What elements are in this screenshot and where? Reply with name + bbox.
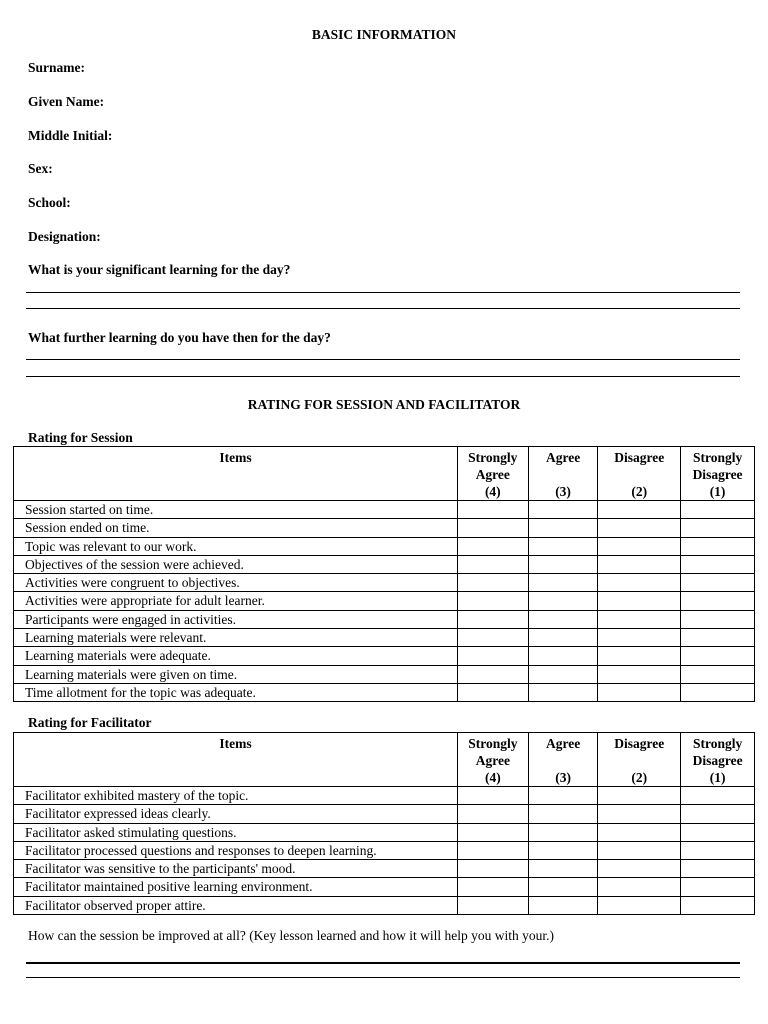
designation-label: Designation: [28, 229, 101, 244]
item-text: Topic was relevant to our work. [14, 537, 458, 555]
table-row [14, 860, 755, 878]
strongly-agree-cell[interactable] [457, 574, 528, 592]
table-header-row [14, 733, 755, 787]
agree-cell[interactable] [528, 823, 598, 841]
disagree-cell[interactable] [598, 860, 681, 878]
item-text: Session started on time. [14, 501, 458, 519]
strongly-disagree-cell[interactable] [681, 592, 755, 610]
item-text: Activities were congruent to objectives. [14, 574, 458, 592]
table-row [14, 805, 755, 823]
table-row [14, 537, 755, 555]
table-row [14, 665, 755, 683]
strongly-disagree-cell[interactable] [681, 665, 755, 683]
agree-cell[interactable] [528, 647, 598, 665]
sex-label: Sex: [28, 161, 53, 176]
session-rating-label: Rating for Session [28, 430, 133, 445]
significant-learning-question: What is your significant learning for the day? [28, 262, 291, 277]
item-text: Facilitator maintained positive learning environment. [14, 878, 458, 896]
strongly-disagree-cell[interactable] [681, 896, 755, 914]
agree-cell[interactable] [528, 805, 598, 823]
item-text: Facilitator asked stimulating questions. [14, 823, 458, 841]
strongly-agree-cell[interactable] [457, 878, 528, 896]
agree-cell[interactable] [528, 501, 598, 519]
strongly-disagree-cell[interactable] [681, 574, 755, 592]
item-text: Participants were engaged in activities. [14, 610, 458, 628]
strongly-disagree-cell[interactable] [681, 555, 755, 573]
table-row [14, 555, 755, 573]
strongly-disagree-cell[interactable] [681, 501, 755, 519]
table-row [14, 519, 755, 537]
disagree-cell[interactable] [598, 841, 681, 859]
agree-cell[interactable] [528, 537, 598, 555]
strongly-disagree-cell[interactable] [681, 878, 755, 896]
table-row [14, 683, 755, 701]
table-row [14, 501, 755, 519]
disagree-cell[interactable] [598, 805, 681, 823]
table-row [14, 896, 755, 914]
surname-label: Surname: [28, 60, 85, 75]
disagree-cell[interactable] [598, 787, 681, 805]
strongly-agree-cell[interactable] [457, 629, 528, 647]
disagree-cell[interactable] [598, 537, 681, 555]
further-learning-question: What further learning do you have then for the day? [28, 330, 331, 345]
strongly-agree-cell[interactable] [457, 501, 528, 519]
disagree-cell[interactable] [598, 501, 681, 519]
strongly-agree-cell[interactable] [457, 860, 528, 878]
facilitator-rating-label: Rating for Facilitator [28, 715, 152, 730]
disagree-cell[interactable] [598, 878, 681, 896]
disagree-cell[interactable] [598, 665, 681, 683]
agree-cell[interactable] [528, 860, 598, 878]
item-text: Facilitator processed questions and responses to deepen learning. [14, 841, 458, 859]
disagree-cell[interactable] [598, 683, 681, 701]
table-row [14, 629, 755, 647]
improvement-question: How can the session be improved at all? (Key lesson learned and how it will help you with your.) [28, 928, 555, 943]
answer-line[interactable] [26, 376, 740, 377]
answer-line[interactable] [26, 308, 740, 309]
strongly-agree-cell[interactable] [457, 787, 528, 805]
items-header: Items [14, 733, 458, 787]
disagree-cell[interactable] [598, 647, 681, 665]
strongly-disagree-cell[interactable] [681, 805, 755, 823]
agree-cell[interactable] [528, 787, 598, 805]
item-text: Facilitator observed proper attire. [14, 896, 458, 914]
session-rating-table [13, 446, 755, 702]
facilitator-rating-table [13, 732, 755, 915]
table-row [14, 647, 755, 665]
given-name-label: Given Name: [28, 94, 105, 109]
disagree-cell[interactable] [598, 555, 681, 573]
item-text: Activities were appropriate for adult learner. [14, 592, 458, 610]
school-label: School: [28, 195, 71, 210]
strongly-agree-cell[interactable] [457, 537, 528, 555]
item-text: Session ended on time. [14, 519, 458, 537]
agree-cell[interactable] [528, 841, 598, 859]
agree-cell[interactable] [528, 629, 598, 647]
table-row [14, 574, 755, 592]
strongly-agree-cell[interactable] [457, 805, 528, 823]
table-row [14, 592, 755, 610]
strongly-disagree-cell[interactable] [681, 683, 755, 701]
strongly-agree-cell[interactable] [457, 683, 528, 701]
strongly-disagree-cell[interactable] [681, 537, 755, 555]
strongly-disagree-cell[interactable] [681, 610, 755, 628]
strongly-disagree-cell[interactable] [681, 519, 755, 537]
agree-header: Agree (3) [528, 447, 598, 501]
strongly-disagree-cell[interactable] [681, 823, 755, 841]
table-row [14, 823, 755, 841]
strongly-disagree-cell[interactable] [681, 860, 755, 878]
item-text: Learning materials were relevant. [14, 629, 458, 647]
disagree-cell[interactable] [598, 629, 681, 647]
table-header-row [14, 447, 755, 501]
strongly-disagree-cell[interactable] [681, 647, 755, 665]
strongly-agree-cell[interactable] [457, 519, 528, 537]
basic-info-title: BASIC INFORMATION [311, 27, 457, 42]
agree-cell[interactable] [528, 896, 598, 914]
agree-cell[interactable] [528, 555, 598, 573]
strongly-agree-cell[interactable] [457, 555, 528, 573]
strongly-agree-cell[interactable] [457, 841, 528, 859]
agree-cell[interactable] [528, 665, 598, 683]
item-text: Learning materials were adequate. [14, 647, 458, 665]
strongly-disagree-header: Strongly Disagree (1) [681, 733, 755, 787]
agree-cell[interactable] [528, 683, 598, 701]
item-text: Facilitator exhibited mastery of the topic. [14, 787, 458, 805]
disagree-cell[interactable] [598, 610, 681, 628]
disagree-header: Disagree (2) [598, 733, 681, 787]
agree-cell[interactable] [528, 610, 598, 628]
strongly-disagree-cell[interactable] [681, 841, 755, 859]
strongly-agree-header: Strongly Agree (4) [457, 733, 528, 787]
disagree-cell[interactable] [598, 519, 681, 537]
disagree-cell[interactable] [598, 896, 681, 914]
strongly-agree-header: Strongly Agree (4) [457, 447, 528, 501]
strongly-agree-cell[interactable] [457, 896, 528, 914]
item-text: Learning materials were given on time. [14, 665, 458, 683]
strongly-disagree-cell[interactable] [681, 629, 755, 647]
strongly-disagree-header: Strongly Disagree (1) [681, 447, 755, 501]
strongly-agree-cell[interactable] [457, 647, 528, 665]
strongly-agree-cell[interactable] [457, 610, 528, 628]
disagree-cell[interactable] [598, 592, 681, 610]
table-row [14, 610, 755, 628]
table-row [14, 841, 755, 859]
agree-cell[interactable] [528, 574, 598, 592]
item-text: Time allotment for the topic was adequate. [14, 683, 458, 701]
answer-line[interactable] [26, 292, 740, 293]
strongly-disagree-cell[interactable] [681, 787, 755, 805]
items-header: Items [14, 447, 458, 501]
middle-initial-label: Middle Initial: [28, 128, 113, 143]
agree-header: Agree (3) [528, 733, 598, 787]
agree-cell[interactable] [528, 878, 598, 896]
strongly-agree-cell[interactable] [457, 823, 528, 841]
disagree-header: Disagree (2) [598, 447, 681, 501]
agree-cell[interactable] [528, 519, 598, 537]
disagree-cell[interactable] [598, 823, 681, 841]
answer-line[interactable] [26, 977, 740, 978]
answer-line[interactable] [26, 359, 740, 360]
agree-cell[interactable] [528, 592, 598, 610]
disagree-cell[interactable] [598, 574, 681, 592]
table-row [14, 878, 755, 896]
strongly-agree-cell[interactable] [457, 592, 528, 610]
table-row [14, 787, 755, 805]
strongly-agree-cell[interactable] [457, 665, 528, 683]
item-text: Objectives of the session were achieved. [14, 555, 458, 573]
answer-line[interactable] [26, 962, 740, 964]
item-text: Facilitator expressed ideas clearly. [14, 805, 458, 823]
item-text: Facilitator was sensitive to the participants' mood. [14, 860, 458, 878]
rating-title: RATING FOR SESSION AND FACILITATOR [247, 397, 521, 412]
